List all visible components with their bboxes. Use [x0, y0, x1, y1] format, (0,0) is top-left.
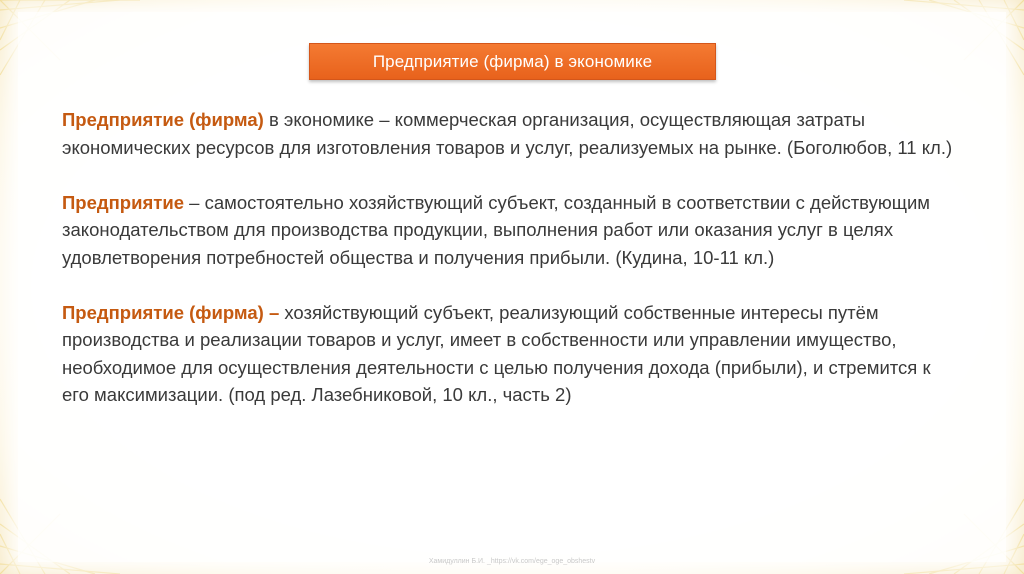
- definition-paragraph: [62, 189, 962, 272]
- title-banner: [309, 43, 716, 80]
- definition-paragraph: [62, 299, 962, 409]
- definition-text: хозяйствующий субъект, реализующий собственные интересы путём производства и реализации товаров и услуг, имеет в собственности или управлении имущество, необходимое для осуществления деятельности с целью получения дохода (прибыли), и стремится к его максимизации. (под ред. Лазебниковой, 10 кл., часть 2): [62, 301, 931, 405]
- definition-paragraph: [62, 106, 962, 161]
- definition-term: Предприятие (фирма): [62, 109, 264, 130]
- slide-title: Предприятие (фирма) в экономике: [372, 51, 653, 71]
- footer-credit: Хамидуллин Б.И. _https://vk.com/ege_oge_obshestv: [428, 558, 596, 565]
- definitions-block: [62, 106, 962, 436]
- definition-text: в экономике – коммерческая организация, осуществляющая затраты экономических ресурсов для изготовления товаров и услуг, реализуемых на рынке. (Боголюбов, 11 кл.): [62, 109, 953, 158]
- definition-term: Предприятие (фирма) –: [62, 301, 280, 323]
- definition-text: – самостоятельно хозяйствующий субъект, созданный в соответствии с действующим законодательством для производства продукции, выполнения работ или оказания услуг в целях удовлетворения потребностей общества и получения прибыли. (Кудина, 10-11 кл.): [62, 191, 930, 268]
- definition-term: Предприятие: [62, 191, 184, 213]
